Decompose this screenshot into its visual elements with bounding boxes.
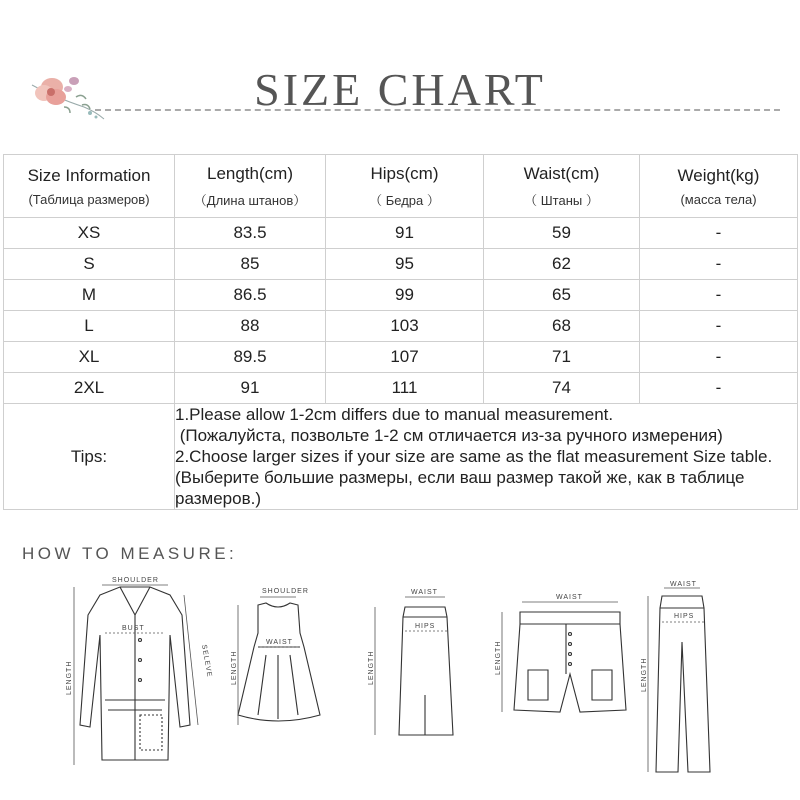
table-row	[4, 218, 798, 249]
shoulder-label: SHOULDER	[112, 577, 159, 584]
table-cell: 62	[484, 249, 640, 280]
shoulder-label: SHOULDER	[262, 588, 309, 595]
column-header: Hips(cm) （ Бедра ）	[326, 155, 484, 218]
table-cell: 59	[484, 218, 640, 249]
tip-line: 1.Please allow 1-2cm differs due to manual measurement.	[175, 405, 614, 424]
table-cell: M	[4, 280, 175, 311]
tip-line: 2.Choose larger sizes if your size are same as the flat measurement Size table.	[175, 447, 773, 466]
title-divider	[95, 109, 780, 111]
table-cell: -	[640, 342, 798, 373]
column-header: Waist(cm) （ Штаны ）	[484, 155, 640, 218]
table-cell: -	[640, 249, 798, 280]
sleeve-label: SELEVE	[200, 644, 213, 679]
size-table	[3, 154, 798, 510]
shorts-diagram	[488, 590, 633, 730]
length-label: LENGTH	[368, 650, 375, 685]
tip-line: (Выберите большие размеры, если ваш размер такой же, как в таблице размеров.)	[175, 468, 745, 508]
table-cell: 86.5	[175, 280, 326, 311]
table-cell: 71	[484, 342, 640, 373]
page-title: SIZE CHART	[254, 64, 546, 115]
column-header: Size Information (Таблица размеров)	[4, 155, 175, 218]
table-row	[4, 249, 798, 280]
column-header: Weight(kg) (масса тела)	[640, 155, 798, 218]
table-cell: 107	[326, 342, 484, 373]
table-cell: 91	[326, 218, 484, 249]
table-cell: 85	[175, 249, 326, 280]
length-label: LENGTH	[66, 660, 73, 695]
table-row	[4, 311, 798, 342]
waist-label: WAIST	[556, 594, 583, 601]
jacket-diagram	[60, 575, 213, 775]
table-cell: S	[4, 249, 175, 280]
length-label: LENGTH	[641, 657, 648, 692]
table-cell: 74	[484, 373, 640, 404]
column-header: Length(cm) （Длина штанов）	[175, 155, 326, 218]
table-cell: -	[640, 280, 798, 311]
length-label: LENGTH	[495, 640, 502, 675]
table-header-row	[4, 155, 798, 218]
table-cell: 88	[175, 311, 326, 342]
bust-label: BUST	[122, 625, 145, 632]
table-row	[4, 373, 798, 404]
table-cell: -	[640, 373, 798, 404]
table-cell: XS	[4, 218, 175, 249]
table-cell: 89.5	[175, 342, 326, 373]
header	[0, 55, 800, 125]
table-cell: -	[640, 218, 798, 249]
table-cell: 111	[326, 373, 484, 404]
tips-text	[175, 404, 798, 510]
how-to-measure-title: HOW TO MEASURE:	[22, 544, 238, 563]
table-cell: 65	[484, 280, 640, 311]
table-cell: XL	[4, 342, 175, 373]
dress-diagram	[228, 585, 328, 745]
waist-label: WAIST	[670, 581, 697, 588]
table-row	[4, 280, 798, 311]
tips-row	[4, 404, 798, 510]
hips-label: HIPS	[415, 623, 436, 630]
table-cell: 2XL	[4, 373, 175, 404]
waist-label: WAIST	[411, 589, 438, 596]
table-cell: 91	[175, 373, 326, 404]
table-row	[4, 342, 798, 373]
table-cell: -	[640, 311, 798, 342]
table-cell: 95	[326, 249, 484, 280]
waist-label: WAIST	[266, 639, 293, 646]
hips-label: HIPS	[674, 613, 695, 620]
skirt-diagram	[355, 585, 465, 745]
table-cell: 83.5	[175, 218, 326, 249]
tip-line: (Пожалуйста, позвольте 1-2 см отличается из-за ручного измерения)	[175, 426, 723, 445]
table-cell: 103	[326, 311, 484, 342]
table-cell: 99	[326, 280, 484, 311]
table-cell: L	[4, 311, 175, 342]
table-cell: 68	[484, 311, 640, 342]
length-label: LENGTH	[231, 650, 238, 685]
trousers-diagram	[640, 582, 730, 782]
tips-label: Tips:	[4, 404, 175, 510]
